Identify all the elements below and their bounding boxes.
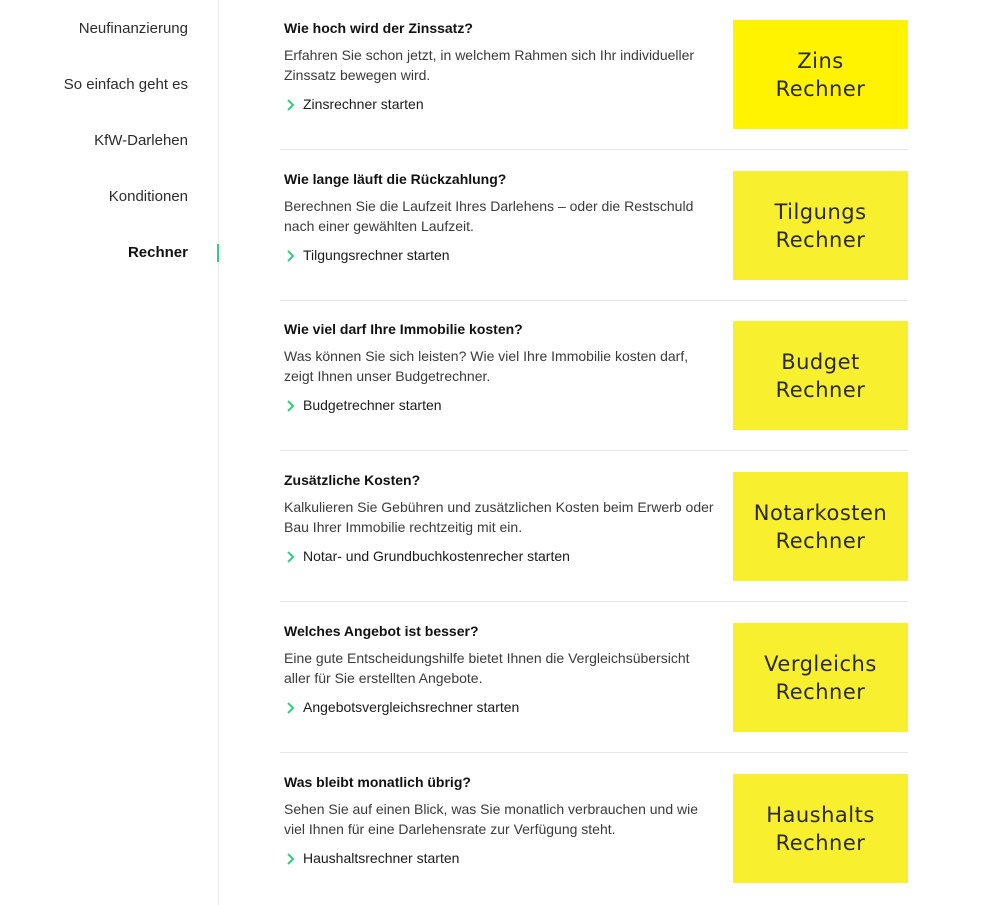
sidebar-item-kfw-darlehen[interactable]: KfW-Darlehen — [94, 132, 188, 149]
chevron-right-icon — [284, 98, 298, 112]
sidebar-item-neufinanzierung[interactable]: Neufinanzierung — [78, 20, 188, 37]
card-description: Kalkulieren Sie Gebühren und zusätzlichen Kosten beim Erwerb oder Bau Ihrer Immobilie rechtzeitig mit ein. — [284, 499, 714, 535]
calculator-card-budget — [280, 301, 908, 451]
card-title: Welches Angebot ist besser? — [284, 623, 479, 639]
card-description: Berechnen Sie die Laufzeit Ihres Darlehens – oder die Restschuld nach einer gewählten Laufzeit. — [284, 198, 694, 234]
calculator-card-zins — [280, 0, 908, 150]
tile-label: Notarkosten Rechner — [753, 500, 888, 553]
tile-label: Budget Rechner — [775, 349, 866, 402]
link-label: Angebotsvergleichsrechner starten — [303, 699, 520, 715]
budget-rechner-tile[interactable] — [733, 321, 908, 430]
card-description: Sehen Sie auf einen Blick, was Sie monatlich verbrauchen und wie viel Ihnen für eine Darlehensrate zur Verfügung steht. — [284, 801, 699, 837]
angebotsvergleichsrechner-link[interactable] — [284, 699, 519, 715]
card-title: Wie hoch wird der Zinssatz? — [284, 20, 473, 36]
tilgungsrechner-link[interactable] — [284, 247, 450, 263]
tile-label: Vergleichs Rechner — [764, 651, 877, 704]
card-title: Was bleibt monatlich übrig? — [284, 774, 471, 790]
tile-label: Tilgungs Rechner — [774, 199, 867, 252]
budgetrechner-link[interactable] — [284, 397, 442, 413]
tile-label: Haushalts Rechner — [766, 802, 875, 855]
tile-label: Zins Rechner — [775, 48, 866, 101]
card-title: Wie lange läuft die Rückzahlung? — [284, 171, 507, 187]
link-label: Notar- und Grundbuchkostenrecher starten — [303, 548, 570, 564]
link-label: Zinsrechner starten — [303, 96, 424, 112]
notarkostenrechner-link[interactable] — [284, 548, 570, 564]
sidebar-item-so-einfach-geht-es[interactable]: So einfach geht es — [63, 76, 188, 93]
card-description: Was können Sie sich leisten? Wie viel Ihre Immobilie kosten darf, zeigt Ihnen unser Budgetrechner. — [284, 348, 689, 384]
chevron-right-icon — [284, 550, 298, 564]
card-title: Wie viel darf Ihre Immobilie kosten? — [284, 321, 523, 337]
zins-rechner-tile[interactable] — [733, 20, 908, 129]
notarkosten-rechner-tile[interactable] — [733, 472, 908, 581]
chevron-right-icon — [284, 249, 298, 263]
haushaltsrechner-link[interactable] — [284, 850, 459, 866]
calculator-card-notarkosten — [280, 452, 908, 602]
chevron-right-icon — [284, 399, 298, 413]
calculator-card-haushalt — [280, 754, 908, 904]
chevron-right-icon — [284, 701, 298, 715]
sidebar-nav — [0, 0, 219, 905]
link-label: Haushaltsrechner starten — [303, 850, 460, 866]
link-label: Budgetrechner starten — [303, 397, 442, 413]
card-title: Zusätzliche Kosten? — [284, 472, 421, 488]
chevron-right-icon — [284, 852, 298, 866]
zinsrechner-link[interactable] — [284, 96, 424, 112]
sidebar-item-konditionen[interactable]: Konditionen — [108, 188, 188, 205]
vergleichs-rechner-tile[interactable] — [733, 623, 908, 732]
calculator-card-tilgung — [280, 151, 908, 301]
card-description: Eine gute Entscheidungshilfe bietet Ihnen die Vergleichsübersicht aller für Sie erstellten Angebote. — [284, 650, 690, 686]
active-nav-indicator — [217, 244, 219, 262]
calculator-card-vergleich — [280, 603, 908, 753]
sidebar-item-rechner[interactable]: Rechner — [127, 244, 188, 261]
tilgungs-rechner-tile[interactable] — [733, 171, 908, 280]
link-label: Tilgungsrechner starten — [303, 247, 450, 263]
haushalts-rechner-tile[interactable] — [733, 774, 908, 883]
card-description: Erfahren Sie schon jetzt, in welchem Rahmen sich Ihr individueller Zinssatz bewegen wird. — [284, 47, 695, 83]
